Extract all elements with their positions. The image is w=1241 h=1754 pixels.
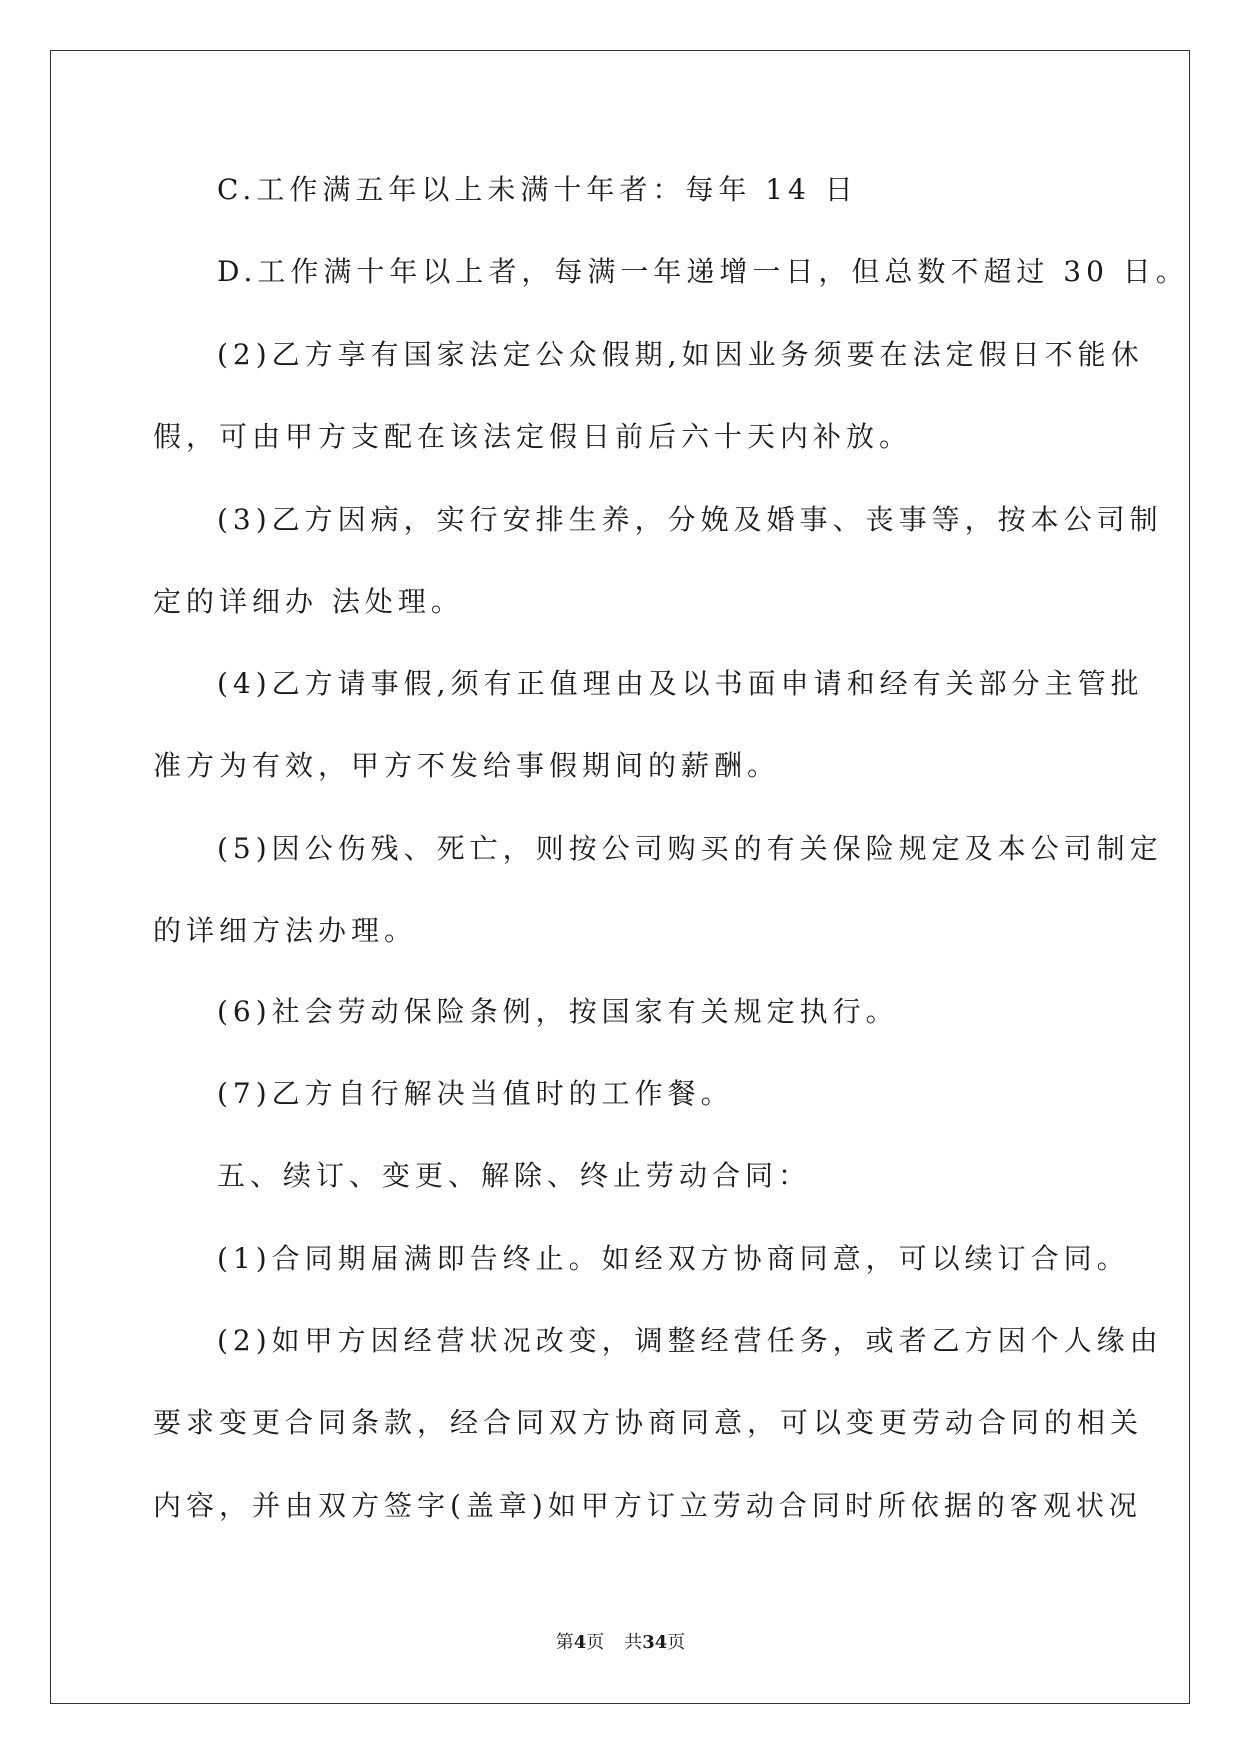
footer-total-suffix: 页 xyxy=(667,1632,686,1653)
page-footer xyxy=(0,1631,1241,1655)
text-line: (2)如甲方因经营状况改变，调整经营任务，或者乙方因个人缘由 xyxy=(217,1324,1163,1357)
footer-total-number: 34 xyxy=(642,1632,668,1653)
text-line: 准方为有效，甲方不发给事假期间的薪酬。 xyxy=(153,749,781,782)
footer-page-suffix: 页 xyxy=(586,1632,605,1653)
text-line: 内容，并由双方签字(盖章)如甲方订立劳动合同时所依据的客观状况 xyxy=(153,1489,1142,1522)
footer-page-prefix: 第 xyxy=(555,1632,574,1653)
footer-page-number: 4 xyxy=(573,1632,587,1653)
text-line: (2)乙方享有国家法定公众假期,如因业务须要在法定假日不能休 xyxy=(217,338,1144,371)
text-line: (3)乙方因病，实行安排生养，分娩及婚事、丧事等，按本公司制 xyxy=(217,503,1163,536)
footer-total-prefix: 共 xyxy=(624,1632,643,1653)
text-line: 假，可由甲方支配在该法定假日前后六十天内补放。 xyxy=(153,420,913,453)
text-line: (1)合同期届满即告终止。如经双方协商同意，可以续订合同。 xyxy=(217,1242,1130,1275)
text-line: 定的详细办 法处理。 xyxy=(153,585,464,618)
page-border xyxy=(50,50,1190,1704)
text-line: (5)因公伤残、死亡，则按公司购买的有关保险规定及本公司制定 xyxy=(217,832,1163,865)
text-line: 的详细方法办理。 xyxy=(153,914,418,947)
text-line: (4)乙方请事假,须有正值理由及以书面申请和经有关部分主管批 xyxy=(217,667,1144,700)
text-line: (6)社会劳动保险条例，按国家有关规定执行。 xyxy=(217,995,899,1028)
text-line: 要求变更合同条款，经合同双方协商同意，可以变更劳动合同的相关 xyxy=(153,1406,1144,1439)
text-line: 五、续订、变更、解除、终止劳动合同： xyxy=(217,1159,812,1192)
text-line: C.工作满五年以上未满十年者：每年 14 日 xyxy=(217,173,858,206)
text-line: D.工作满十年以上者，每满一年递增一日，但总数不超过 30 日。 xyxy=(217,255,1189,288)
text-line: (7)乙方自行解决当值时的工作餐。 xyxy=(217,1077,734,1110)
